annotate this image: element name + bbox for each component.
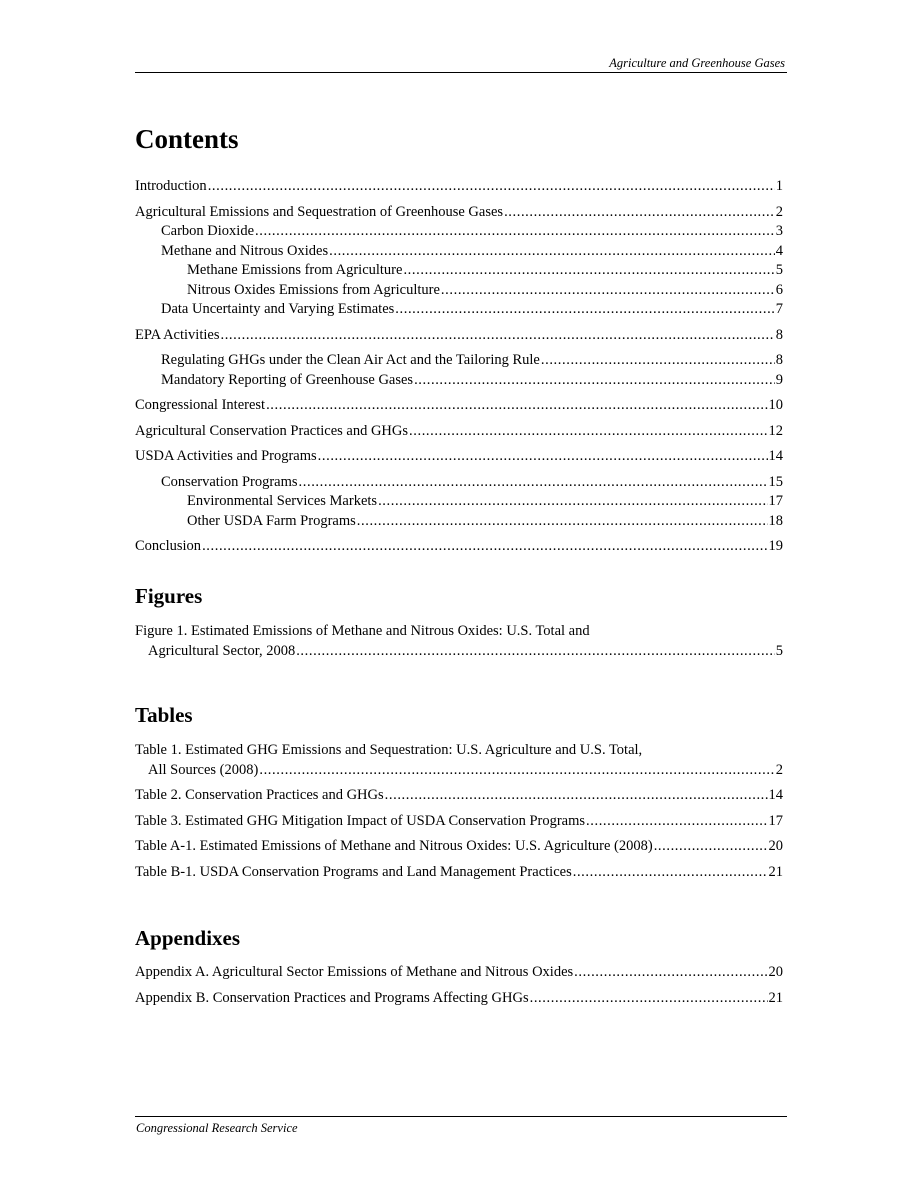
- toc-entry[interactable]: Methane and Nitrous Oxides ..... 4: [135, 242, 783, 262]
- toc-entry[interactable]: Regulating GHGs under the Clean Air Act and the Tailoring Rule ..... 8: [135, 351, 783, 371]
- running-title: Agriculture and Greenhouse Gases: [609, 56, 785, 70]
- toc-entry[interactable]: Methane Emissions from Agriculture ..... 5: [135, 261, 783, 281]
- toc-entry[interactable]: Other USDA Farm Programs ..... 18: [135, 512, 783, 532]
- appendix-entry[interactable]: Appendix A. Agricultural Sector Emissions of Methane and Nitrous Oxides ..... 20: [135, 963, 783, 983]
- table-entry[interactable]: Table 2. Conservation Practices and GHGs ..... 14: [135, 786, 783, 806]
- page-header: [135, 56, 787, 73]
- table-entry[interactable]: Table 3. Estimated GHG Mitigation Impact of USDA Conservation Programs ..... 17: [135, 812, 783, 832]
- tables-list: [135, 741, 783, 882]
- tables-heading: Tables: [135, 703, 193, 727]
- contents-heading: Contents: [135, 124, 239, 154]
- toc-entry[interactable]: EPA Activities ..... 8: [135, 326, 783, 346]
- toc-entry[interactable]: Carbon Dioxide ..... 3: [135, 222, 783, 242]
- table-entry[interactable]: Table 1. Estimated GHG Emissions and Sequestration: U.S. Agriculture and U.S. Total, All Sources (2008) ..... 2: [135, 741, 783, 780]
- toc-entry[interactable]: Conclusion ..... 19: [135, 537, 783, 557]
- figure-entry[interactable]: Figure 1. Estimated Emissions of Methane and Nitrous Oxides: U.S. Total and Agricultural Sector, 2008 ..... 5: [135, 622, 783, 661]
- figures-heading: Figures: [135, 584, 203, 608]
- footer-text: Congressional Research Service: [136, 1121, 298, 1135]
- toc-entry[interactable]: Nitrous Oxides Emissions from Agriculture ..... 6: [135, 281, 783, 301]
- toc-entry[interactable]: Mandatory Reporting of Greenhouse Gases ..... 9: [135, 371, 783, 391]
- table-entry[interactable]: Table B-1. USDA Conservation Programs and Land Management Practices ..... 21: [135, 863, 783, 883]
- toc-entry[interactable]: Agricultural Emissions and Sequestration of Greenhouse Gases ..... 2: [135, 203, 783, 223]
- toc-entry[interactable]: Introduction ..... 1: [135, 177, 783, 197]
- toc-entry[interactable]: Congressional Interest ..... 10: [135, 396, 783, 416]
- figures-list: [135, 622, 783, 661]
- appendixes-heading: Appendixes: [135, 926, 241, 950]
- appendixes-list: [135, 963, 783, 1008]
- page-footer: [135, 1116, 787, 1135]
- toc-entry[interactable]: USDA Activities and Programs ..... 14: [135, 447, 783, 467]
- toc-entry[interactable]: Data Uncertainty and Varying Estimates ..... 7: [135, 300, 783, 320]
- appendix-entry[interactable]: Appendix B. Conservation Practices and Programs Affecting GHGs ..... 21: [135, 989, 783, 1009]
- toc-entry[interactable]: Agricultural Conservation Practices and GHGs ..... 12: [135, 422, 783, 442]
- table-entry[interactable]: Table A-1. Estimated Emissions of Methane and Nitrous Oxides: U.S. Agriculture (2008) ..... 20: [135, 837, 783, 857]
- contents-list: [135, 177, 783, 557]
- toc-entry[interactable]: Environmental Services Markets ..... 17: [135, 492, 783, 512]
- toc-entry[interactable]: Conservation Programs ..... 15: [135, 473, 783, 493]
